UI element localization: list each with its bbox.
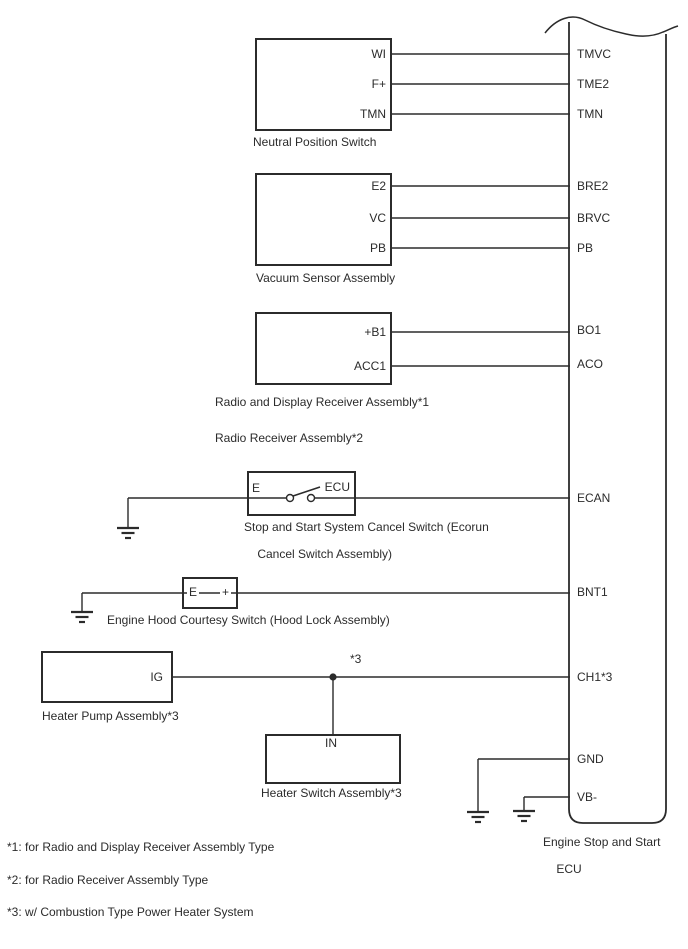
radio-receiver-assembly-box — [255, 312, 392, 385]
pin-label-hood-plus: + — [222, 585, 230, 599]
junction-note: *3 — [350, 652, 362, 666]
label-cancel-switch-line1: Stop and Start System Cancel Switch (Ecorun — [244, 520, 489, 534]
pin-label-vc: VC — [369, 211, 386, 225]
label-cancel-switch — [244, 521, 489, 562]
pin-label-cancel-ecu: ECU — [324, 480, 350, 494]
ecu-pin-pb: PB — [577, 241, 594, 255]
ecu-pin-bo1: BO1 — [577, 323, 602, 337]
ecu-pin-tmn: TMN — [577, 107, 603, 121]
pin-label-in: IN — [325, 736, 337, 750]
ground-icon — [71, 612, 93, 622]
ecu-pin-vbminus: VB- — [577, 790, 598, 804]
pin-label-fplus: F+ — [371, 77, 386, 91]
ecu-pin-ch1: CH1*3 — [577, 670, 613, 684]
ecu-name-line1: Engine Stop and Start — [543, 835, 661, 849]
label-neutral-position-switch: Neutral Position Switch — [253, 135, 377, 149]
ecu-pin-brvc: BRVC — [577, 211, 611, 225]
pin-label-plusb1: +B1 — [364, 325, 386, 339]
ecu-name — [543, 836, 660, 877]
ground-icon — [513, 811, 535, 821]
ecu-name-line2: ECU — [556, 862, 582, 876]
label-cancel-switch-line2: Cancel Switch Assembly) — [257, 547, 393, 561]
pin-label-pb: PB — [369, 241, 386, 255]
ecu-pin-bre2: BRE2 — [577, 179, 609, 193]
label-heater-pump-assembly: Heater Pump Assembly*3 — [42, 709, 179, 723]
ground-icon — [467, 812, 489, 822]
pin-label-wi: WI — [371, 47, 386, 61]
pin-label-e2: E2 — [371, 179, 386, 193]
ground-icon — [117, 528, 139, 538]
label-hood-courtesy-switch: Engine Hood Courtesy Switch (Hood Lock Assembly) — [107, 613, 390, 627]
ecu-pin-bnt1: BNT1 — [577, 585, 608, 599]
pin-label-hood-e: E — [189, 585, 198, 599]
footnote-1: *1: for Radio and Display Receiver Assembly Type — [7, 840, 275, 854]
ecu-pin-tmvc: TMVC — [577, 47, 611, 61]
footnote-3: *3: w/ Combustion Type Power Heater System — [7, 905, 254, 919]
pin-label-cancel-e: E — [252, 481, 261, 495]
junction-dot — [329, 673, 336, 680]
label-vacuum-sensor-assembly: Vacuum Sensor Assembly — [256, 271, 396, 285]
ecu-pin-ecan: ECAN — [577, 491, 611, 505]
pin-label-ig: IG — [150, 670, 163, 684]
label-radio-display-receiver: Radio and Display Receiver Assembly*1 — [215, 395, 430, 409]
pin-label-tmn: TMN — [360, 107, 386, 121]
ecu-pin-gnd: GND — [577, 752, 604, 766]
ecu-pin-tme2: TME2 — [577, 77, 610, 91]
ecu-outline — [569, 22, 666, 823]
label-radio-receiver: Radio Receiver Assembly*2 — [215, 431, 364, 445]
ecu-pin-aco: ACO — [577, 357, 604, 371]
footnote-2: *2: for Radio Receiver Assembly Type — [7, 873, 209, 887]
ecu-break-wave-icon — [545, 17, 678, 36]
label-heater-switch-assembly: Heater Switch Assembly*3 — [261, 786, 402, 800]
pin-label-acc1: ACC1 — [353, 359, 386, 373]
